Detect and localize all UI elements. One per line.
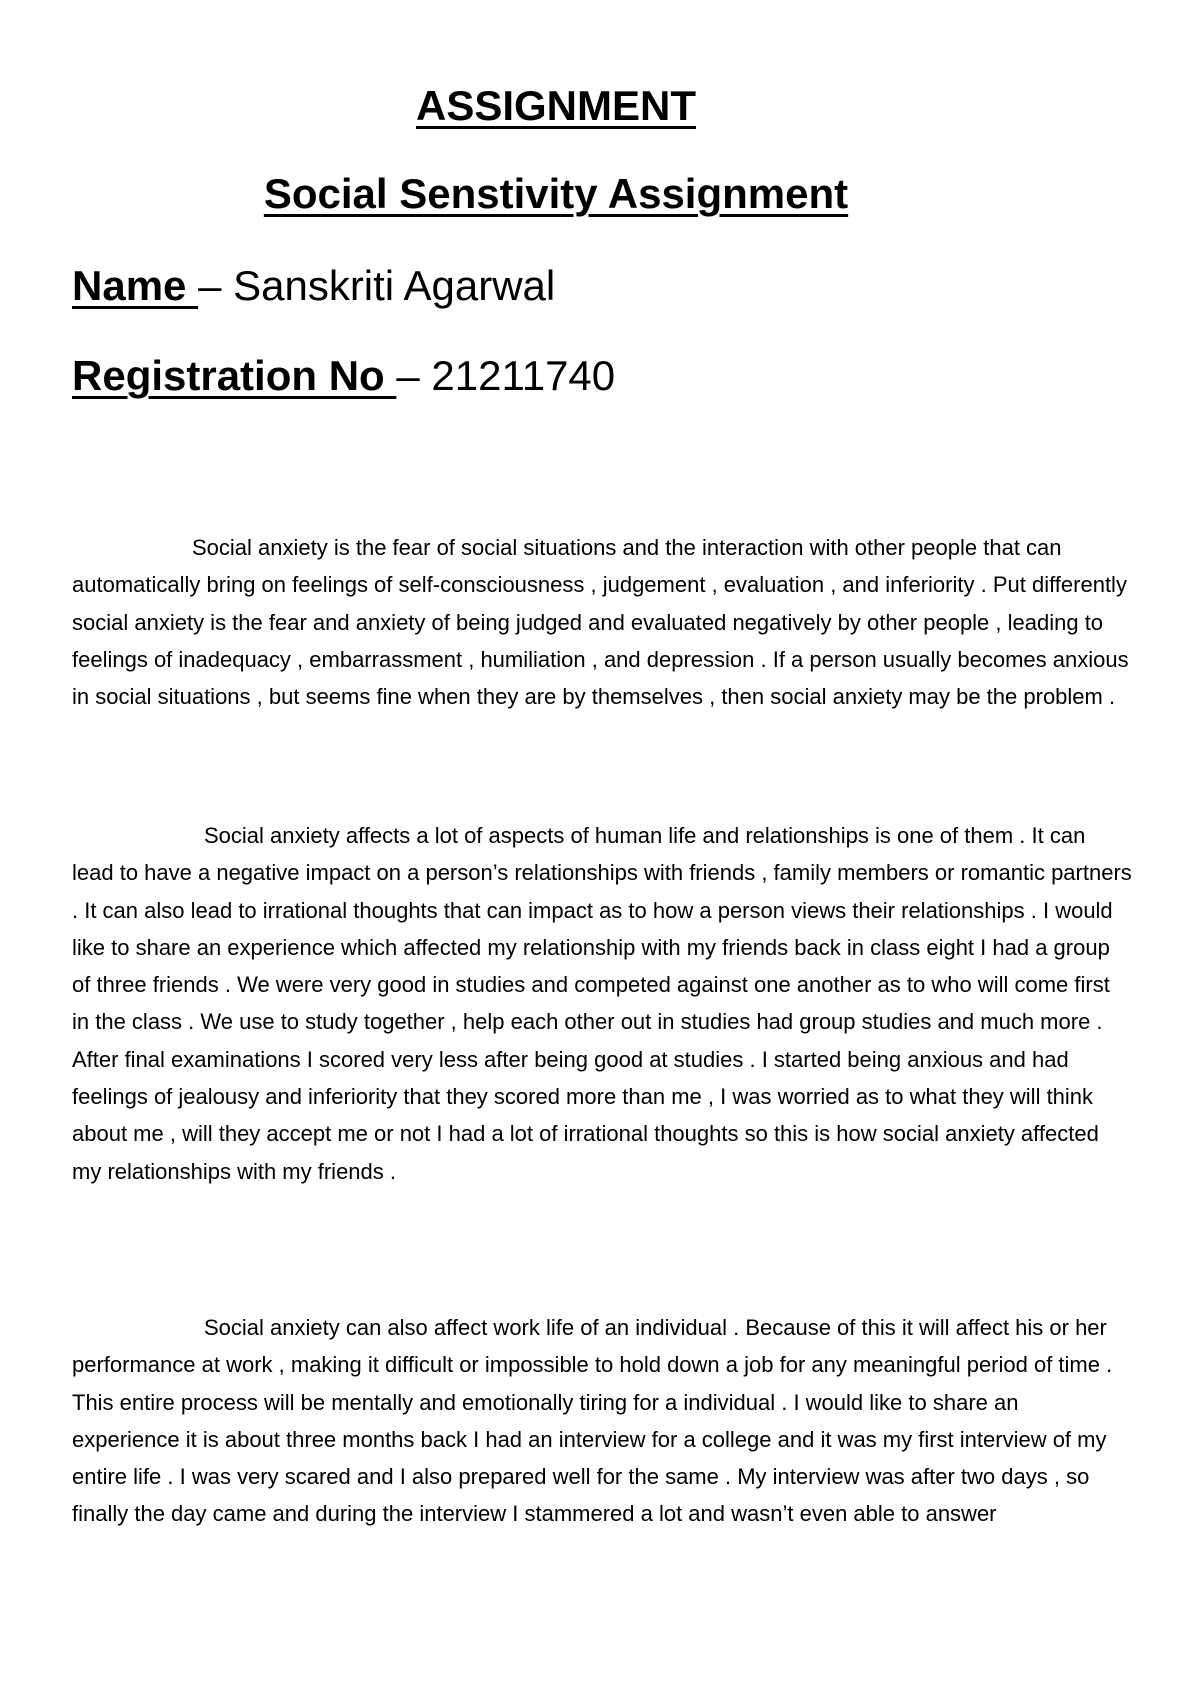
name-label: Name [72,262,199,309]
paragraph-social-anxiety-definition: Social anxiety is the fear of social situations and the interaction with other people that can automatically bring on feelings of self-consciousness , judgement , evaluation , and inferiority . Put differently social anxiety is the fear and anxiety of being judged and evaluated negatively by other people , leading to feelings of inadequacy , embarrassment , humiliation , and depression . If a person usually becomes anxious in social situations , but seems fine when they are by themselves , then social anxiety may be the problem . [72,535,1129,710]
registration-separator: – [396,352,432,399]
paragraph-work-life: Social anxiety can also affect work life of an individual . Because of this it will affect his or her performance at work , making it difficult or impossible to hold down a job for any meaningful period of time . This entire process will be mentally and emotionally tiring for a individual . I would like to share an experience it is about three months back I had an interview for a college and it was my first interview of my entire life . I was very scared and I also prepared well for the same . My interview was after two days , so finally the day came and during the interview I stammered a lot and wasn’t even able to answer [72,1315,1113,1527]
document-subtitle: Social Senstivity Assignment [263,170,849,217]
registration-value: 21211740 [431,352,616,399]
name-line [72,262,555,310]
name-value: Sanskriti Agarwal [233,262,556,309]
document-title: ASSIGNMENT [415,82,696,129]
paragraph-relationships: Social anxiety affects a lot of aspects of human life and relationships is one of them . It can lead to have a negative impact on a person’s relationships with friends , family members or romantic partners . It can also lead to irrational thoughts that can impact as to how a person views their relationships . I would like to share an experience which affected my relationship with my friends back in class eight I had a group of three friends . We were very good in studies and competed against one another as to who will come first in the class . We use to study together , help each other out in studies had group studies and much more . After final examinations I scored very less after being good at studies . I started being anxious and had feelings of jealousy and inferiority that they scored more than me , I was worried as to what they will think about me , will they accept me or not I had a lot of irrational thoughts so this is how social anxiety affected my relationships with my friends . [72,823,1132,1184]
name-separator: – [198,262,234,309]
registration-label: Registration No [72,352,397,399]
registration-line [72,352,615,400]
